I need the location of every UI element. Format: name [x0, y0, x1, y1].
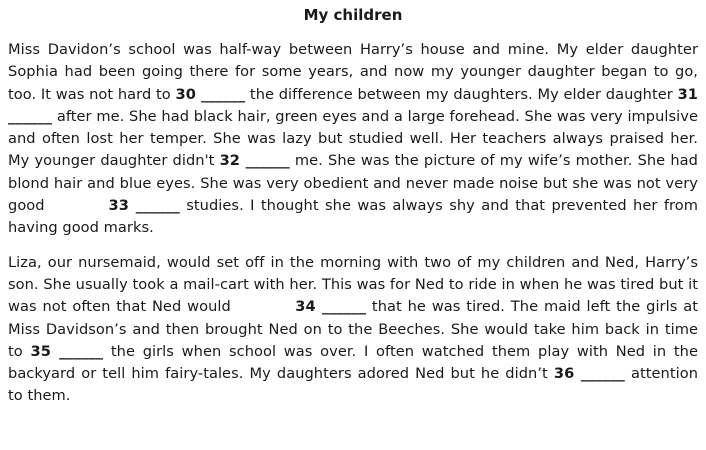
paragraph-text: me. She was the picture of my wife’s mother. She had blond hair and blue eyes. She was very obedient and never made noise but she was not very good: [8, 152, 698, 215]
gap-blank: ______: [580, 365, 625, 383]
gap-30[interactable]: [176, 86, 246, 103]
gap-blank: ______: [8, 107, 53, 125]
gap-blank: ______: [201, 85, 246, 103]
gap-34[interactable]: [295, 298, 366, 315]
paragraph-text: the difference between my daughters. My elder daughter: [245, 85, 678, 103]
gap-number: 34: [295, 298, 316, 316]
gap-number: 33: [108, 197, 129, 215]
paragraph-text: Liza, our nursemaid, would set off in the morning with two of my children and Ned, Harry’s son. She usually took a mail-cart with her. This was for Ned to ride in when he was tired but it was not often that Ned would: [8, 253, 698, 316]
gap-blank: ______: [321, 298, 367, 316]
gap-number: 36: [553, 365, 575, 383]
paragraph-text: after me. She had black hair, green eyes and a large forehead. She was very impulsive and often lost her temper. She was lazy but studied well. Her teachers always praised her. My younger daughter didn't: [8, 107, 698, 170]
paragraph-2: [8, 252, 698, 408]
gap-blank: ______: [135, 197, 180, 215]
paragraph-text: Miss Davidon’s school was half-way between Harry’s house and mine. My elder daughter Sophia had been going there for some years, and now my younger daughter began to go, too. It was not hard to: [8, 41, 698, 103]
gap-number: 31: [677, 85, 698, 103]
paragraph-text: studies. I thought she was always shy and that prevented her from having good marks.: [8, 197, 698, 237]
document-title: My children: [303, 6, 403, 24]
paragraph-1: [8, 39, 698, 240]
gap-number: 30: [175, 85, 196, 103]
gap-36[interactable]: [554, 365, 625, 382]
gap-blank: ______: [59, 342, 104, 360]
gap-number: 32: [219, 152, 241, 170]
gap-32[interactable]: [220, 152, 290, 169]
gap-35[interactable]: [30, 343, 103, 360]
gap-blank: ______: [245, 152, 290, 170]
paragraph-text: that he was tired. The maid left the girls at Miss Davidson’s and then brought Ned on to the Beeches. She would take him back in time to: [8, 298, 698, 360]
gap-number: 35: [30, 342, 51, 360]
paragraph-text: the girls when school was over. I often watched them play with Ned in the backyard or tell him fairy-tales. My daughters adored Ned but he didn’t: [8, 342, 698, 383]
gap-33[interactable]: [109, 197, 180, 214]
paragraph-text: attention to them.: [8, 365, 698, 405]
